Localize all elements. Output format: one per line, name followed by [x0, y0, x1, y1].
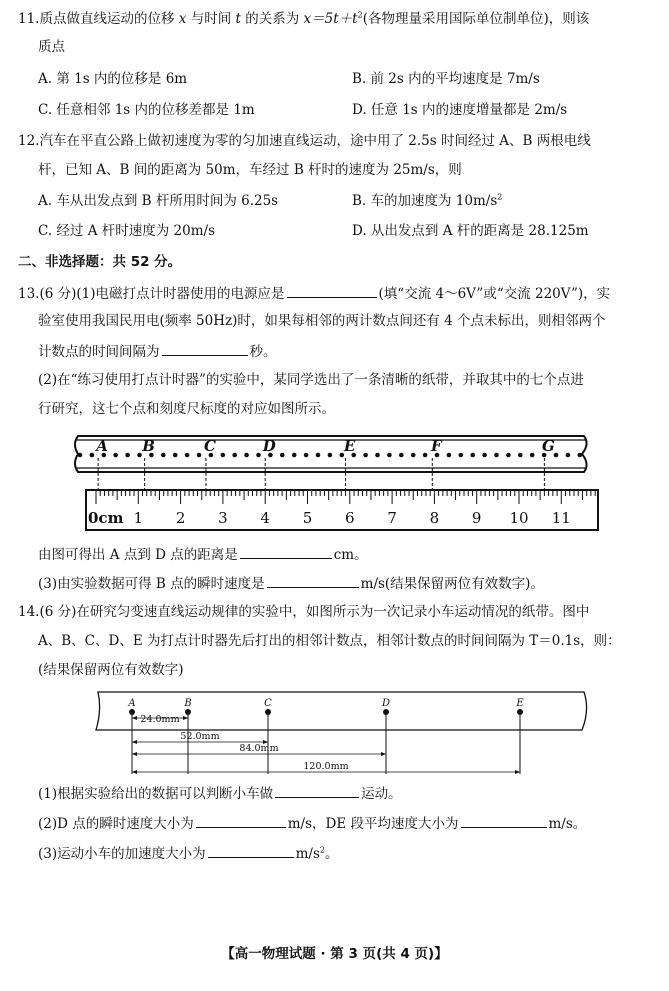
- tape-dot: [304, 453, 309, 458]
- q13-line2: 验室使用我国民用电(频率 50Hz)时，如果每相邻的两计数点间还有 4 个点未标出，则相邻两个: [38, 313, 606, 329]
- tape-dot: [316, 453, 321, 458]
- ruler-number: 6: [345, 509, 355, 527]
- tape-dot: [161, 453, 166, 458]
- tape-dot: [482, 453, 487, 458]
- answer-blank[interactable]: [267, 573, 359, 588]
- q12-option-d: D. 从出发点到 A 杆的距离是 28.125m: [352, 223, 589, 239]
- page-footer: 【高一物理试题 · 第 3 页(共 4 页)】: [221, 946, 448, 962]
- tape-dot: [423, 453, 428, 458]
- tape-dot: [447, 453, 452, 458]
- q14-line1: 14.(6 分)在研究匀变速直线运动规律的实验中，如图所示为一次记录小车运动情况的纸带。图中: [18, 604, 590, 620]
- q14-dimension-label: 52.0mm: [180, 731, 220, 742]
- q11-option-c: C. 任意相邻 1s 内的位移差都是 1m: [38, 102, 255, 118]
- q12-option-a: A. 车从出发点到 B 杆所用时间为 6.25s: [38, 193, 279, 209]
- ruler-zero-label: 0cm: [88, 509, 124, 527]
- tape-dot: [232, 453, 237, 458]
- q13-line1: 13.(6 分)(1)电磁打点计时器使用的电源应是 (填“交流 4～6V”或“交流 220V”)，实: [18, 283, 610, 303]
- tape-ruler-figure: [70, 430, 602, 536]
- tape-point-label: F: [430, 437, 442, 455]
- tape-dot: [363, 453, 368, 458]
- q14-number: 14.: [18, 604, 40, 620]
- ruler-number: 8: [429, 509, 440, 527]
- q11-option-a: A. 第 1s 内的位移是 6m: [38, 71, 188, 87]
- tape-point-label: A: [96, 437, 108, 455]
- tape-dot: [470, 453, 475, 458]
- q13-line7: (3)由实验数据可得 B 点的瞬时速度是 m/s(结果保留两位有效数字)。: [38, 573, 544, 593]
- tape-dot: [221, 453, 226, 458]
- tape-dot: [125, 453, 130, 458]
- tape-dot: [137, 453, 142, 458]
- q14-sub3: (3)运动小车的加速度大小为 $m/s^2$。: [38, 843, 339, 863]
- tape-dot: [185, 453, 190, 458]
- answer-blank[interactable]: [196, 813, 286, 828]
- q14-dimension-label: 120.0mm: [303, 761, 349, 772]
- tape-dot: [173, 453, 178, 458]
- q11-option-d: D. 任意 1s 内的速度增量都是 2m/s: [352, 102, 568, 118]
- q12-option-c: C. 经过 A 杆时速度为 20m/s: [38, 223, 216, 239]
- answer-blank[interactable]: [162, 341, 248, 356]
- q14-point-label: E: [516, 698, 524, 709]
- answer-blank[interactable]: [240, 544, 332, 559]
- tape-dot: [244, 453, 249, 458]
- tape-dot: [494, 453, 499, 458]
- q12-number: 12.: [18, 133, 40, 149]
- arrow-right-icon: [381, 752, 386, 756]
- q14-point-label: C: [264, 698, 272, 709]
- ruler-number: 3: [218, 509, 228, 527]
- q14-point-label: B: [184, 698, 192, 709]
- ruler-number: 2: [175, 509, 186, 527]
- answer-blank[interactable]: [208, 843, 294, 858]
- arrow-left-icon: [132, 770, 137, 774]
- tape-dot: [459, 453, 464, 458]
- ruler-number: 11: [551, 509, 571, 527]
- q14-sub1: (1)根据实验给出的数据可以判断小车做 运动。: [38, 783, 402, 803]
- q14-line3: (结果保留两位有效数字): [38, 662, 184, 678]
- q12-stem-cont: 杆，已知 A、B 间的距离为 50m，车经过 B 杆时的速度为 25m/s，则: [38, 162, 462, 178]
- tape-dot: [280, 453, 285, 458]
- q11-option-b: B. 前 2s 内的平均速度是 7m/s: [352, 71, 540, 87]
- tape-point-label: C: [204, 437, 216, 455]
- tape-dot: [113, 453, 118, 458]
- ruler-number: 5: [302, 509, 313, 527]
- q13-line3: 计数点的时间间隔为 秒。: [38, 341, 277, 361]
- answer-blank[interactable]: [275, 783, 359, 798]
- answer-blank[interactable]: [287, 283, 377, 298]
- tape-dot: [566, 453, 571, 458]
- tape-dot: [328, 453, 333, 458]
- q13-line4: (2)在“练习使用打点计时器”的实验中，某同学选出了一条清晰的纸带，并取其中的七个点进: [38, 372, 584, 388]
- tape-point-label: D: [262, 437, 276, 455]
- q14-point-label: A: [128, 698, 136, 709]
- q13-line5: 行研究，这七个点和刻度尺标度的对应如图所示。: [38, 401, 335, 417]
- tape-point-label: B: [142, 437, 155, 455]
- ruler-number: 1: [133, 509, 144, 527]
- tape-dot: [578, 453, 583, 458]
- q12-stem: 12.汽车在平直公路上做初速度为零的匀加速直线运动，途中用了 2.5s 时间经过 A、B 两根电线: [18, 133, 591, 149]
- tape-dot: [78, 453, 83, 458]
- tape-point-label: E: [343, 437, 356, 455]
- tape-dot: [292, 453, 297, 458]
- ruler-number: 7: [387, 509, 397, 527]
- q13-number: 13.: [18, 286, 40, 302]
- q14-line2: A、B、C、D、E 为打点计时器先后打出的相邻计数点，相邻计数点的时间间隔为 T＝0.1s，则：: [38, 633, 621, 649]
- arrow-left-icon: [132, 752, 137, 756]
- q14-sub2: (2)D 点的瞬时速度大小为 m/s，DE 段平均速度大小为 m/s。: [38, 813, 586, 833]
- tape-dot: [411, 453, 416, 458]
- tape-dot: [197, 453, 202, 458]
- tape-dot: [518, 453, 523, 458]
- q14-dimension-label: 24.0mm: [140, 714, 180, 725]
- q13-line6: 由图可得出 A 点到 D 点的距离是 cm。: [38, 544, 368, 564]
- q11-stem-cont: 质点: [38, 39, 65, 55]
- answer-blank[interactable]: [461, 813, 547, 828]
- ruler-number: 10: [509, 509, 529, 527]
- ruler-number: 4: [260, 509, 270, 527]
- tape-dot: [90, 453, 95, 458]
- q14-dimension-label: 84.0mm: [239, 743, 279, 754]
- q11-stem: 11.质点做直线运动的位移 x 与时间 t 的关系为 $x=5t+t^2$(各物理量采用国际单位制单位)，则该: [18, 10, 590, 27]
- q14-point-label: D: [381, 698, 391, 709]
- q11-number: 11.: [18, 11, 40, 27]
- arrow-left-icon: [132, 740, 137, 744]
- tape-point-label: G: [541, 437, 555, 455]
- tape-dot: [256, 453, 261, 458]
- q14-tape-figure: [92, 690, 592, 776]
- arrow-right-icon: [515, 770, 520, 774]
- tape-dot: [506, 453, 511, 458]
- tape-dot: [530, 453, 535, 458]
- tape-dot: [375, 453, 380, 458]
- section-heading: 二、非选择题：共 52 分。: [18, 254, 182, 270]
- ruler-number: 9: [471, 509, 482, 527]
- tape-dot: [387, 453, 392, 458]
- tape-dot: [399, 453, 404, 458]
- q12-option-b: B. 车的加速度为 $10m/s^2$: [352, 192, 503, 209]
